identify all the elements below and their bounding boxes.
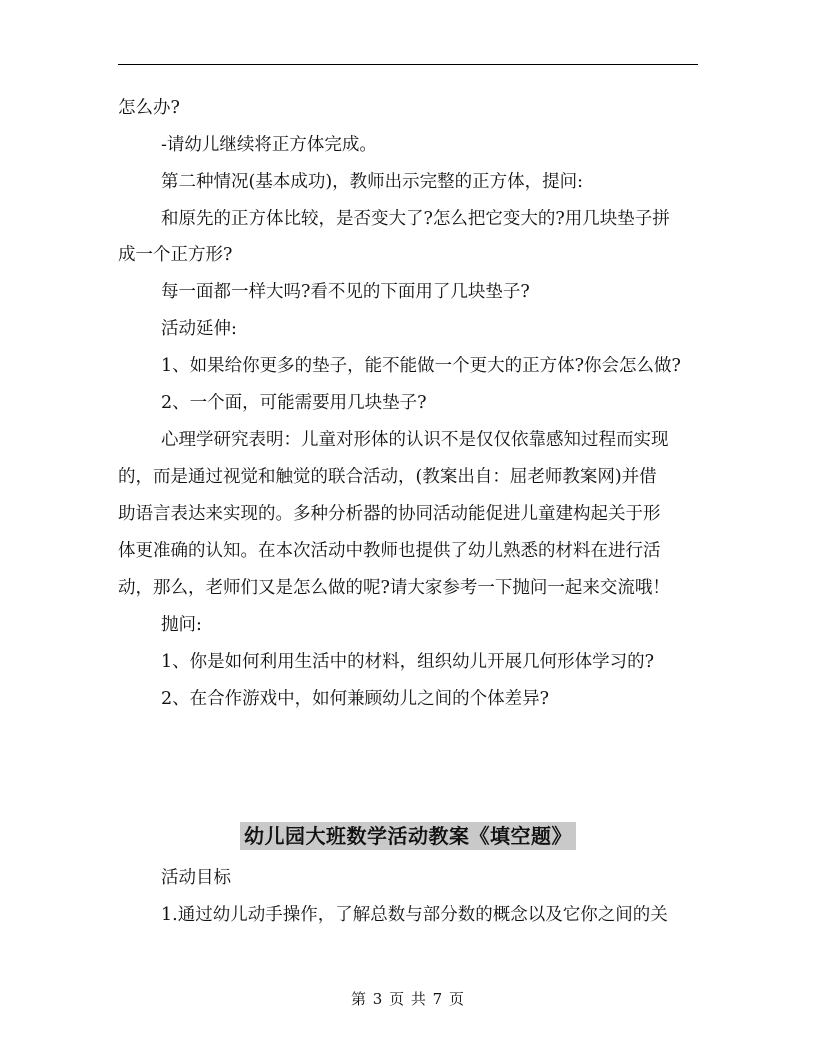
header-rule — [118, 64, 698, 65]
text-line: 和原先的正方体比较，是否变大了?怎么把它变大的?用几块垫子拼 — [161, 209, 670, 229]
text-line: 抛问: — [161, 615, 202, 635]
text-line: 活动延伸: — [161, 319, 237, 339]
text-line: 助语言表达来实现的。多种分析器的协同活动能促进儿童建构起关于形 — [118, 504, 661, 524]
text-line: 怎么办? — [118, 98, 180, 118]
text-line: 2、在合作游戏中，如何兼顾幼儿之间的个体差异? — [161, 689, 550, 709]
text-line: 心理学研究表明：儿童对形体的认识不是仅仅依靠感知过程而实现 — [161, 430, 669, 450]
text-line: 每一面都一样大吗?看不见的下面用了几块垫子? — [161, 282, 530, 302]
text-line: 动，那么，老师们又是怎么做的呢?请大家参考一下抛问一起来交流哦！ — [118, 578, 670, 598]
text-line: -请幼儿继续将正方体完成。 — [161, 135, 377, 155]
text-line: 1、如果给你更多的垫子，能不能做一个更大的正方体?你会怎么做? — [161, 356, 681, 376]
text-line: 2、一个面，可能需要用几块垫子? — [161, 393, 427, 413]
text-line: 第二种情况(基本成功)，教师出示完整的正方体，提问: — [161, 172, 584, 192]
section-heading-text: 幼儿园大班数学活动教案《填空题》 — [240, 822, 576, 850]
text-line: 成一个正方形? — [118, 245, 233, 265]
text-line: 1、你是如何利用生活中的材料，组织幼儿开展几何形体学习的? — [161, 652, 655, 672]
text-line: 1.通过幼儿动手操作，了解总数与部分数的概念以及它你之间的关 — [161, 905, 668, 925]
text-line: 的，而是通过视觉和触觉的联合活动，(教案出自：屈老师教案网)并借 — [118, 467, 657, 487]
text-line: 活动目标 — [161, 868, 231, 888]
section-heading — [0, 820, 816, 849]
text-line: 体更准确的认知。在本次活动中教师也提供了幼儿熟悉的材料在进行活 — [118, 541, 661, 561]
page-footer: 第 3 页 共 7 页 — [351, 990, 465, 1008]
